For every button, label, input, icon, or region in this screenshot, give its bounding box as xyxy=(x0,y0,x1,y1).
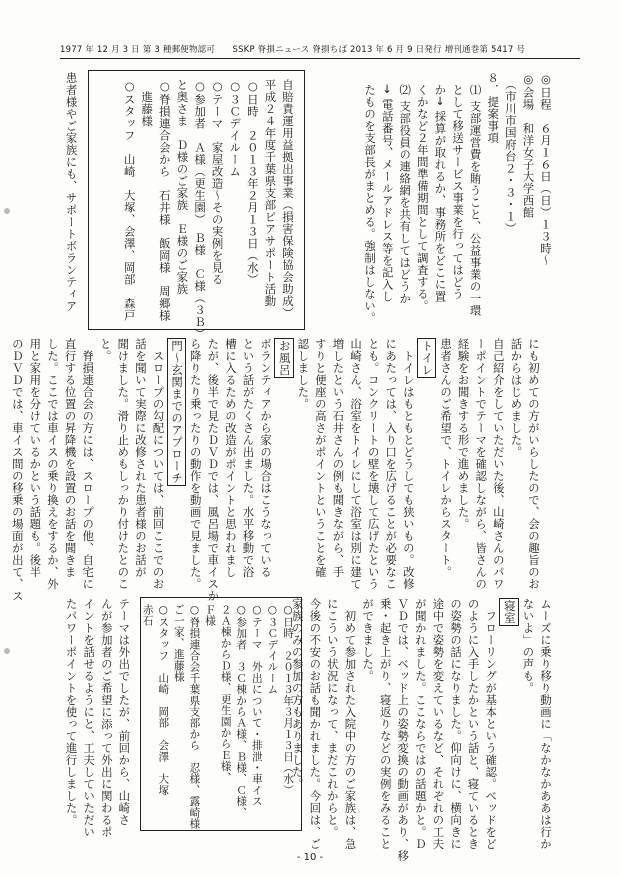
top-col1: ◎日程 ６月１６日（日）１３時～ xyxy=(539,72,553,267)
box1-col10: ○スタッフ 山崎 大塚、会澤、岡部 森戸 xyxy=(122,79,137,322)
bl-col2: んが参加者のご希望に添って外出に関わるポ xyxy=(99,598,114,838)
right-col6: の姿勢の話になりました。仰向けに、横向きに xyxy=(449,598,464,850)
section-tag-approach: 門～玄関までのアプローチ xyxy=(167,338,187,486)
mid-col9: にあたっては、入り口を広げることが必要なこ xyxy=(384,338,399,590)
box2-col5: ２Ａ棟からＤ様、更生園からＥ様、 xyxy=(219,604,232,784)
activity-box-march xyxy=(140,597,302,831)
box2-col7: ○脊損連合会千葉県支部から 忍様、露崎様 xyxy=(188,604,201,830)
right-col4: フローリングが基本という確認。ベッドをど xyxy=(484,598,499,850)
mid-col28: した。ここでは車イスの乗り換えをするか、外 xyxy=(45,338,60,590)
right-col5: のように入手したかという話と、寝ているとき xyxy=(466,598,481,850)
right-col9: ＶＤでは、ベッド上の姿勢変換の動画があり、移 xyxy=(396,598,411,862)
left-continuation xyxy=(62,72,80,327)
right-col1: ムーズに乗り移り動画に「なかなかああは行か xyxy=(539,598,553,850)
box1-col5: ○テーマ 家屋改造～その実例を見る xyxy=(210,79,225,286)
box1-col7: と奥さま Ｄ様のご家族 Ｅ様のご家族 xyxy=(175,79,190,295)
box1-col4: ○３Ｃデイルーム xyxy=(228,79,243,178)
top-col3: （市川市国府台２・３・１） xyxy=(503,72,518,235)
box1-title: 自賠責運用益拠出事業（損害保険協会助成） xyxy=(281,79,295,319)
box2-col8: ご一家、進藤様 xyxy=(172,604,185,683)
mid-col16: ボランティアから家の場合はこうなっている xyxy=(259,338,274,578)
box2-col9: ○スタッフ 山崎 岡部 会澤 大塚 xyxy=(157,604,170,796)
right-col12: 初めて参加された入院中の方のご家族は、急 xyxy=(343,598,358,850)
mid-col10: とも。コンクリートの壁を壊して広げたという xyxy=(366,338,381,590)
right-col14: 今後の不安のお話も聞かれました。今回は、ご xyxy=(308,598,323,850)
mid-col29: 用と家用を分けているかという話題も。後半 xyxy=(28,338,43,578)
top-col2: ◎会場 和洋女子大学西館 xyxy=(521,72,536,219)
mid-col30: のＤＶＤでは、車イス間の移乗の場面が出て、ス xyxy=(10,338,25,602)
right-col2: ないよ」の声も。 xyxy=(521,598,536,694)
page-number: - 10 - xyxy=(296,852,324,863)
left-col1: 患者様やご家族にも、サポートボランティア xyxy=(64,72,79,312)
box1-text xyxy=(120,79,296,340)
mid-col8: トイレはもともとどうしても狭いもの。改修 xyxy=(401,338,416,590)
mid-col5: 経験をお聞きする形で進めました。 xyxy=(456,338,471,530)
mid-col11: 山崎さん、浴室をトイレにして浴室は別に建て xyxy=(349,338,364,590)
binding-hole-bottom xyxy=(4,648,10,654)
top-section xyxy=(360,72,554,327)
section-tag-bedroom: 寝室 xyxy=(499,598,519,626)
mid-col27: 直行する位置の昇降機を設置のお話を聞きま xyxy=(63,338,78,578)
march-summary xyxy=(62,598,132,838)
mid-col14: 認しました。 xyxy=(296,338,311,410)
mid-col19: たが、後半で見たＤＶＤでは、風呂場で車イスか xyxy=(206,338,221,602)
box2-col4: ○参加者 ３Ｃ棟からＡ様、Ｂ様、Ｃ様、 xyxy=(235,604,248,819)
box1-col8: ○脊損連合会から 石井様 飯岡様 周郷様 xyxy=(157,79,172,322)
bl-col4: たパワーポイントを使って進行しました。 xyxy=(64,598,79,826)
right-col15: 家族のみの参加の方もありました。 xyxy=(290,598,305,790)
bl-col1: テーマは外出でしたが、前回から、山崎さ xyxy=(117,598,132,826)
middle-section xyxy=(8,338,542,602)
mid-col26: 脊損連合会の方には、スロープの他、自宅に xyxy=(81,338,96,590)
activity-box-february xyxy=(88,70,305,340)
section-tag-toilet: トイレ xyxy=(417,338,437,378)
section-tag-bath: お風呂 xyxy=(274,338,294,378)
mid-col2: 話からはじめました。 xyxy=(509,338,524,458)
mid-col20: ら降りたり乗ったりの動作を動画で見ました。 xyxy=(188,338,203,590)
top-col6: として移送サービス事業を行ってはどう xyxy=(451,72,466,300)
box2-col3: ○テーマ 外出について・排泄・車イス xyxy=(250,604,263,807)
box1-subtitle: 平成２４年度千葉県支部ピアサポート活動 xyxy=(263,79,278,307)
box2-col10: 赤石 xyxy=(141,604,154,627)
mid-col25: と。 xyxy=(98,338,113,362)
mid-col6: 患者さんのご希望で、トイレからスタート。 xyxy=(439,338,454,578)
mid-col12: 増したという石井さんの例も聞きながら、手 xyxy=(331,338,346,578)
box1-col3: ○日時 ２０１３年２月１３日（水） xyxy=(245,79,260,286)
box2-col1: ○日時 ２０１３年３月１３日（水） xyxy=(282,604,294,796)
top-col9: ⑵ 支部役員の連絡網を共有してはどうか xyxy=(398,72,413,305)
mid-col18: 槽に入るための改造がポイントと思われまし xyxy=(223,338,238,578)
right-col10: 乗・起き上がり、寝返りなどの実例をみること xyxy=(378,598,393,850)
bl-col3: イントを話せるようにと、工夫していただい xyxy=(82,598,97,838)
mid-col4: ーポイントでテーマを確認しながら、皆さんの xyxy=(474,338,489,590)
box1-col6: ○参加者 Ａ様（更生園） Ｂ様 Ｃ様（３Ｂ） xyxy=(193,79,208,340)
mid-col17: という話がたくさん出ました。水平移動で浴 xyxy=(241,338,256,578)
mid-col13: すりと便座の高さがポイントということを確 xyxy=(313,338,328,578)
top-col10: → 電話番号、メールアドレス等を記入し xyxy=(380,72,395,303)
binding-hole-top xyxy=(4,208,10,214)
right-col13: にこういう状況になって、まだこれからと。 xyxy=(325,598,340,838)
box2-col6: Ｆ様 xyxy=(204,604,217,627)
right-col7: 途中で姿勢を変えているなど、それぞれの工夫 xyxy=(431,598,446,850)
right-col8: が聞かれました。ここならではの話題かと。Ｄ xyxy=(413,598,428,850)
page-header: 1977 年 12 月 3 日 第 3 種郵便物認可 SSKP 脊損ニュース 脊損ちば 2013 年 6 月 9 日発行 増刊通巻第 5417 号 xyxy=(60,43,580,59)
mid-col3: 自己紹介をしていただいた後、山崎さんのパワ xyxy=(491,338,506,590)
top-col8: くかなど２年間準備期間として調査する。 xyxy=(415,72,430,312)
box1-col9: 進藤様 xyxy=(140,79,155,127)
mid-col23: 話を聞いて実際に改修された患者様のお話が xyxy=(133,338,148,578)
box2-text xyxy=(139,604,295,830)
mid-col1: にも初めての方がいらしたので、会の趣旨のお xyxy=(527,338,541,590)
top-col5: ⑴ 支部運営費を賄うこと、公益事業の一環 xyxy=(468,72,483,317)
mid-col22: スロープの勾配については、前回ここでのお xyxy=(151,338,166,590)
top-col11: たものを支部長がまとめる。強制はしない。 xyxy=(363,72,378,324)
right-col11: ができました。 xyxy=(361,598,376,682)
mid-col24: 聞けました。滑り止めもしっかり付けたとのこ xyxy=(116,338,131,590)
top-col4: ８．提案事項 xyxy=(486,72,501,144)
box2-col2: ○３Ｃデイルーム xyxy=(266,604,279,695)
top-col7: か→ 採算が取れるか、事務所をどこに置 xyxy=(433,72,448,303)
